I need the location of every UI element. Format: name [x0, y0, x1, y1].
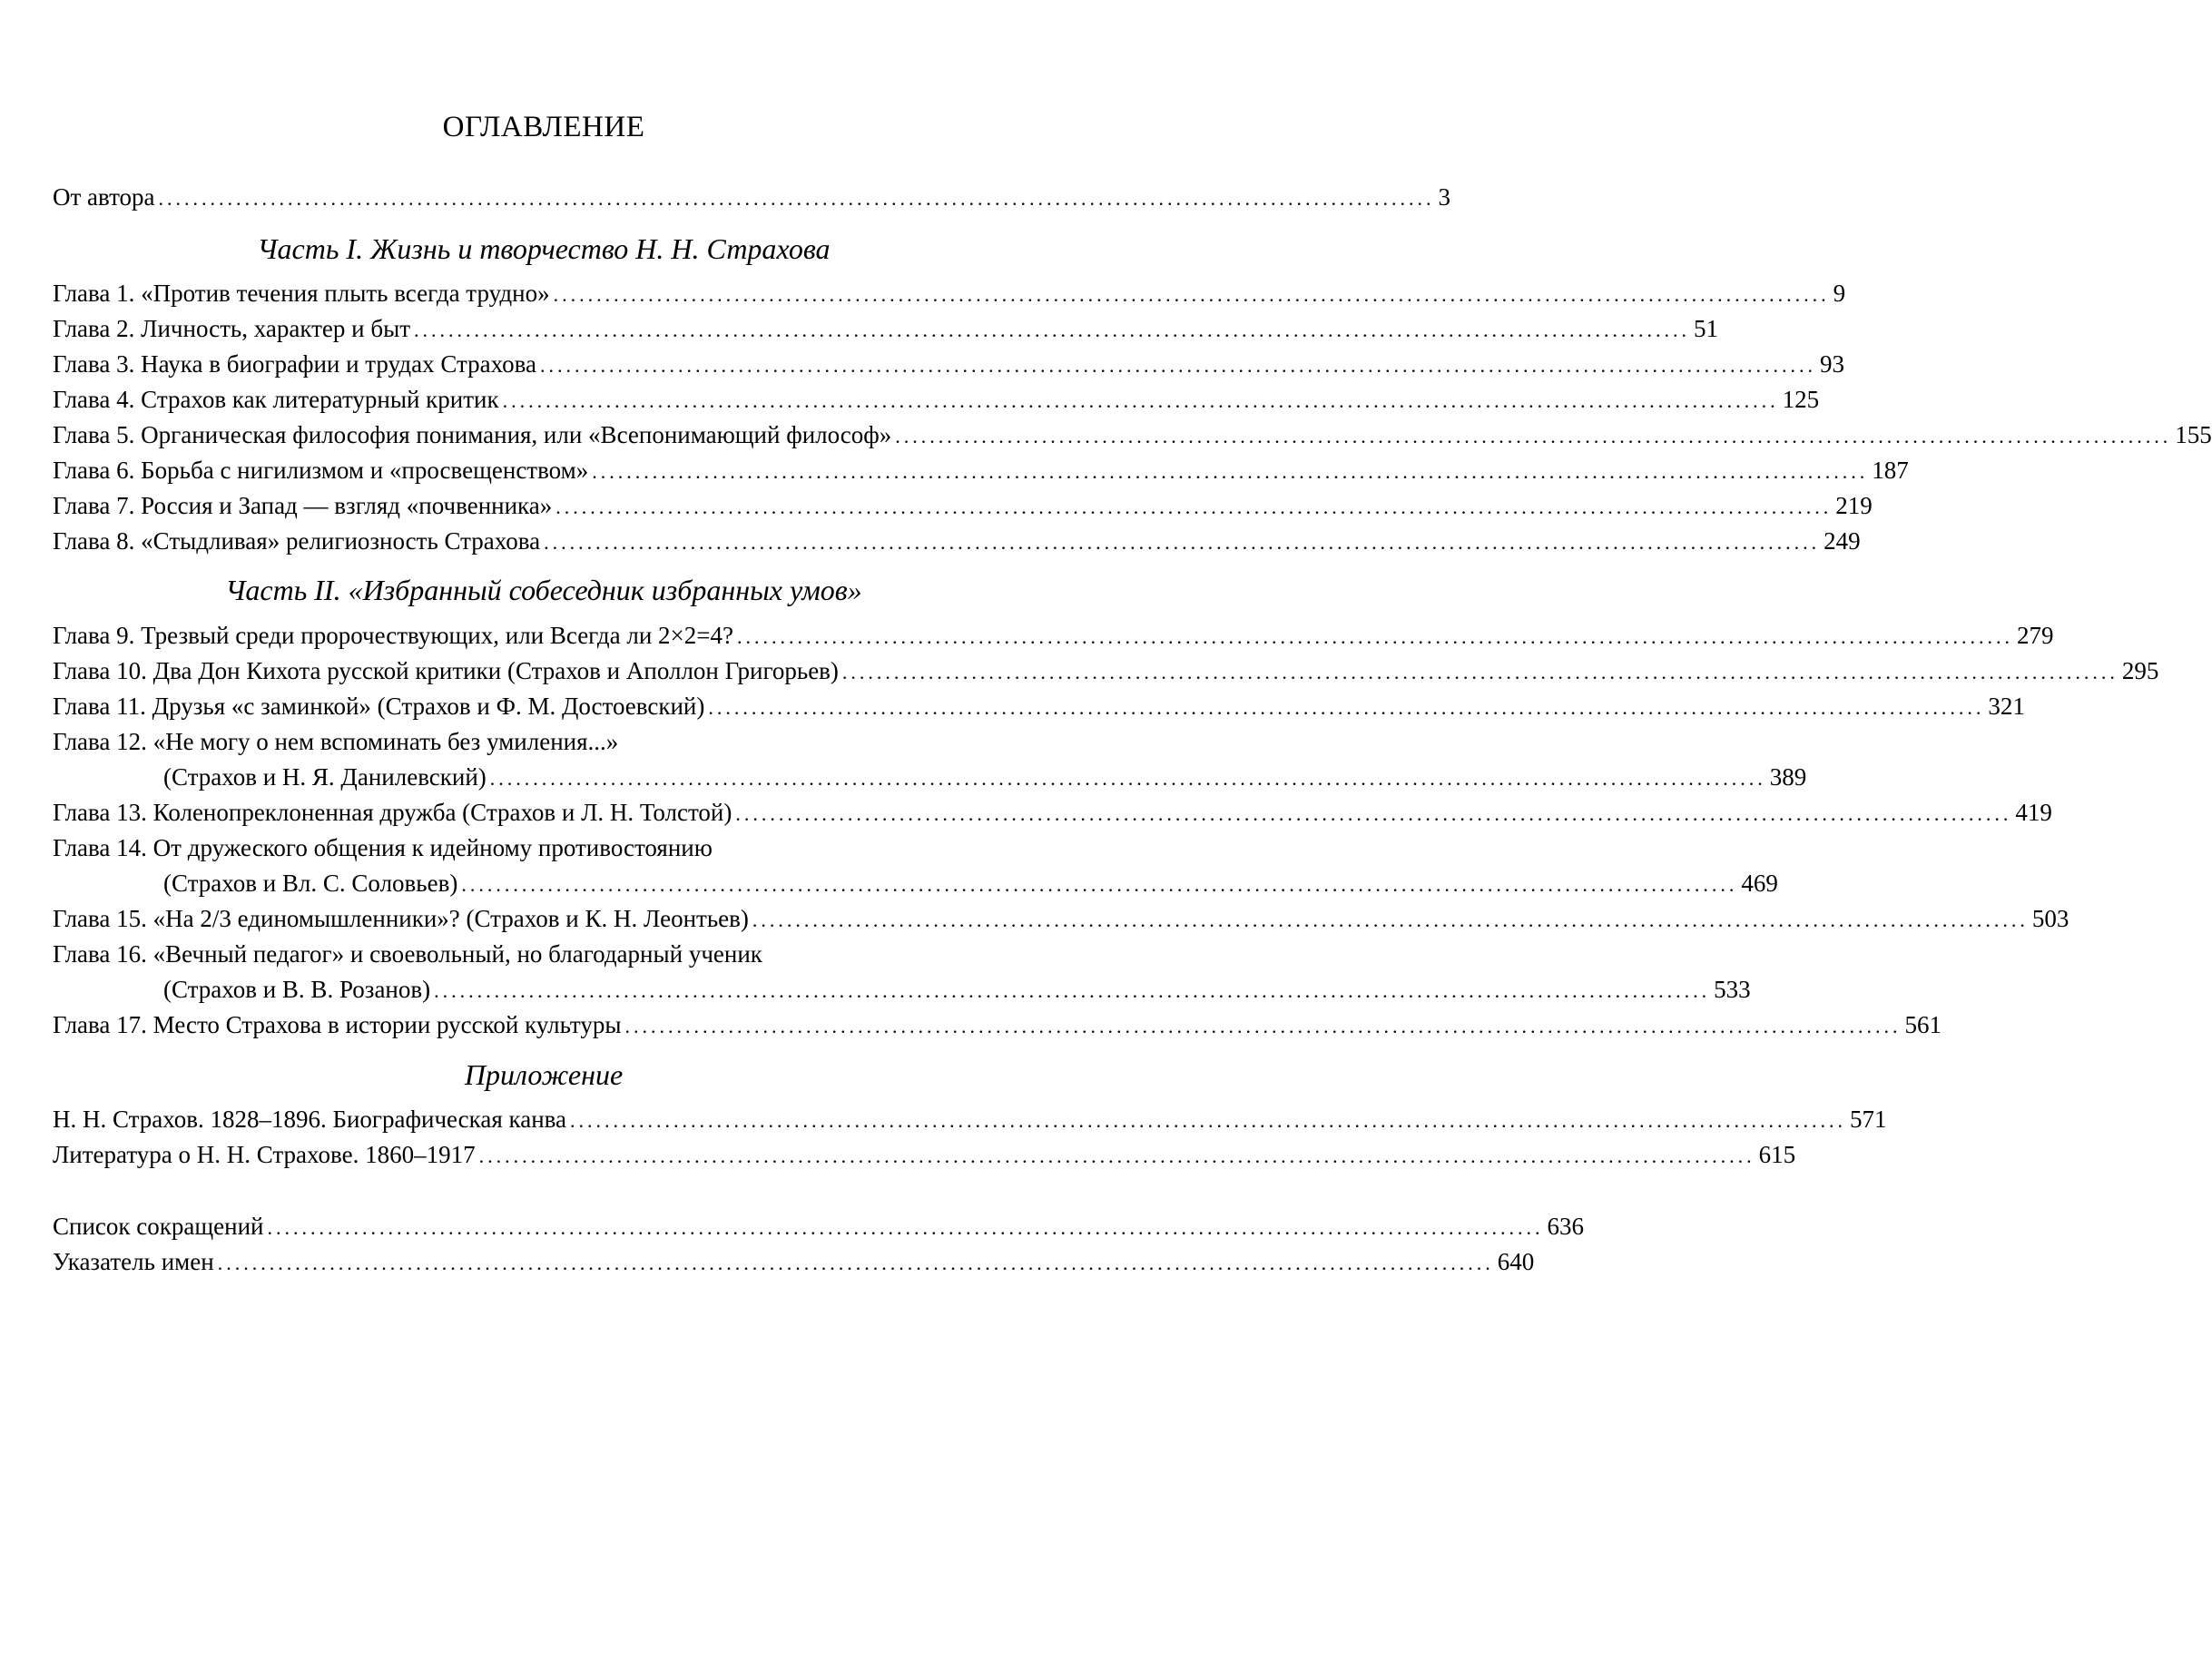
toc-entry-label: Глава 2. Личность, характер и быт: [53, 315, 411, 342]
toc-entry-page: 9: [1833, 280, 1846, 307]
dot-leader: ....................................................................................................................................................: [752, 909, 2029, 931]
toc-entry-label: (Страхов и В. В. Розанов): [163, 976, 431, 1003]
toc-entry-page: 503: [2031, 905, 2069, 932]
toc-entry-chapter-13[interactable]: [53, 799, 2052, 826]
toc-entry-label: (Страхов и Н. Я. Данилевский): [163, 763, 487, 791]
dot-leader: ....................................................................................................................................................: [570, 1109, 1847, 1132]
toc-entry-appendix-1[interactable]: [53, 1106, 1887, 1133]
toc-entry-label: Глава 6. Борьба с нигилизмом и «просвещенством»: [53, 457, 589, 484]
toc-entry-page: 389: [1769, 763, 1807, 791]
toc-entry-chapter-17[interactable]: [53, 1011, 1942, 1038]
part-2-heading: Часть II. «Избранный собеседник избранных умов»: [225, 574, 862, 606]
page-title: ОГЛАВЛЕНИЕ: [442, 111, 645, 143]
toc-entry-chapter-14-title[interactable]: Глава 14. От дружеского общения к идейному противостоянию: [53, 834, 713, 861]
toc-entry-label: Глава 8. «Стыдливая» религиозность Страхова: [53, 527, 541, 555]
toc-entry-chapter-3[interactable]: [53, 350, 1844, 378]
toc-entry-label: Глава 9. Трезвый среди пророчествующих, или Всегда ли 2×2=4?: [53, 622, 733, 649]
toc-entry-chapter-6[interactable]: [53, 457, 1909, 484]
toc-entry-page: 187: [1872, 457, 1909, 484]
dot-leader: ....................................................................................................................................................: [737, 625, 2013, 648]
toc-entry-label: Указатель имен: [53, 1248, 214, 1275]
dot-leader: ....................................................................................................................................................: [414, 319, 1691, 341]
dot-leader: ....................................................................................................................................................: [217, 1252, 1494, 1274]
toc-entry-label: Глава 1. «Против течения плыть всегда трудно»: [53, 280, 550, 307]
dot-leader: ....................................................................................................................................................: [434, 979, 1711, 1002]
dot-leader: ....................................................................................................................................................: [478, 1145, 1755, 1167]
toc-entry-label: Глава 5. Органическая философия понимания, или «Всепонимающий философ»: [53, 421, 892, 448]
toc-entry-label: Н. Н. Страхов. 1828–1896. Биографическая канва: [53, 1106, 567, 1133]
appendix-heading: Приложение: [464, 1058, 624, 1091]
dot-leader: ....................................................................................................................................................: [158, 187, 1435, 210]
dot-leader: ....................................................................................................................................................: [502, 389, 1779, 412]
toc-entry-page: 561: [1904, 1011, 1942, 1038]
toc-entry-name-index[interactable]: [53, 1248, 1535, 1275]
toc-entry-label: Глава 10. Два Дон Кихота русской критики (Страхов и Аполлон Григорьев): [53, 657, 839, 684]
toc-entry-page: 279: [2017, 622, 2054, 649]
toc-entry-chapter-10[interactable]: [53, 657, 2159, 684]
toc-entry-foreword[interactable]: [53, 183, 1451, 211]
toc-entry-appendix-2[interactable]: [53, 1141, 1796, 1168]
toc-entry-chapter-15[interactable]: [53, 905, 2069, 932]
toc-entry-chapter-12-title[interactable]: Глава 12. «Не могу о нем вспоминать без умиления...»: [53, 728, 619, 755]
toc-entry-label: Глава 13. Коленопреклоненная дружба (Страхов и Л. Н. Толстой): [53, 799, 732, 826]
toc-entry-chapter-5[interactable]: [53, 421, 2212, 448]
toc-entry-label: Глава 17. Место Страхова в истории русской культуры: [53, 1011, 622, 1038]
toc-entry-chapter-7[interactable]: [53, 492, 1873, 519]
toc-entry-chapter-11[interactable]: [53, 693, 2025, 720]
toc-entry-page: 295: [2121, 657, 2159, 684]
dot-leader: ....................................................................................................................................................: [267, 1216, 1544, 1239]
dot-leader: ....................................................................................................................................................: [708, 696, 1985, 719]
toc-entry-page: 51: [1694, 315, 1719, 342]
toc-entry-chapter-4[interactable]: [53, 386, 1820, 413]
toc-entry-chapter-1[interactable]: [53, 280, 1846, 307]
toc-entry-label: Глава 11. Друзья «с заминкой» (Страхов и Ф. М. Достоевский): [53, 693, 705, 720]
toc-entry-chapter-16-title[interactable]: Глава 16. «Вечный педагог» и своевольный, но благодарный ученик: [53, 940, 762, 968]
toc-entry-label: (Страхов и Вл. С. Соловьев): [163, 870, 458, 897]
toc-entry-label: Список сокращений: [53, 1213, 264, 1240]
toc-entry-page: 93: [1819, 350, 1844, 378]
dot-leader: ....................................................................................................................................................: [553, 283, 1830, 306]
toc-entry-page: 321: [1988, 693, 2025, 720]
toc-entry-page: 3: [1438, 183, 1451, 211]
toc-entry-page: 155: [2175, 421, 2212, 448]
dot-leader: ....................................................................................................................................................: [555, 496, 1833, 518]
toc-entry-page: 640: [1497, 1248, 1535, 1275]
toc-entry-page: 615: [1758, 1141, 1796, 1168]
toc-entry-page: 636: [1547, 1213, 1584, 1240]
dot-leader: ....................................................................................................................................................: [841, 661, 2119, 683]
dot-leader: ....................................................................................................................................................: [592, 460, 1869, 483]
dot-leader: ....................................................................................................................................................: [489, 767, 1766, 790]
toc-entry-label: Глава 3. Наука в биографии и трудах Страхова: [53, 350, 536, 378]
dot-leader: ....................................................................................................................................................: [895, 425, 2172, 447]
dot-leader: ....................................................................................................................................................: [461, 873, 1738, 896]
dot-leader: ....................................................................................................................................................: [624, 1015, 1902, 1037]
toc-entry-chapter-9[interactable]: [53, 622, 2054, 649]
toc-entry-page: 469: [1741, 870, 1778, 897]
toc-entry-label: Глава 15. «На 2/3 единомышленники»? (Страхов и К. Н. Леонтьев): [53, 905, 749, 932]
dot-leader: ....................................................................................................................................................: [539, 354, 1816, 377]
dot-leader: ....................................................................................................................................................: [544, 531, 1821, 554]
toc-entry-chapter-16[interactable]: [53, 976, 1751, 1003]
toc-entry-page: 419: [2015, 799, 2052, 826]
toc-entry-page: 533: [1714, 976, 1751, 1003]
toc-entry-chapter-12[interactable]: [53, 763, 1807, 791]
toc-entry-page: 571: [1850, 1106, 1887, 1133]
toc-entry-abbreviations[interactable]: [53, 1213, 1584, 1240]
toc-entry-label: Литература о Н. Н. Страхове. 1860–1917: [53, 1141, 476, 1168]
toc-entry-page: 249: [1824, 527, 1861, 555]
toc-entry-label: Глава 4. Страхов как литературный критик: [53, 386, 499, 413]
toc-entry-page: 219: [1835, 492, 1873, 519]
toc-entry-chapter-8[interactable]: [53, 527, 1861, 555]
toc-entry-label: От автора: [53, 183, 155, 211]
part-1-heading: Часть I. Жизнь и творчество Н. Н. Страхова: [257, 232, 831, 265]
toc-entry-page: 125: [1782, 386, 1820, 413]
toc-entry-chapter-14[interactable]: [53, 870, 1778, 897]
dot-leader: ....................................................................................................................................................: [735, 802, 2012, 825]
toc-entry-chapter-2[interactable]: [53, 315, 1719, 342]
toc-entry-label: Глава 7. Россия и Запад — взгляд «почвенника»: [53, 492, 553, 519]
